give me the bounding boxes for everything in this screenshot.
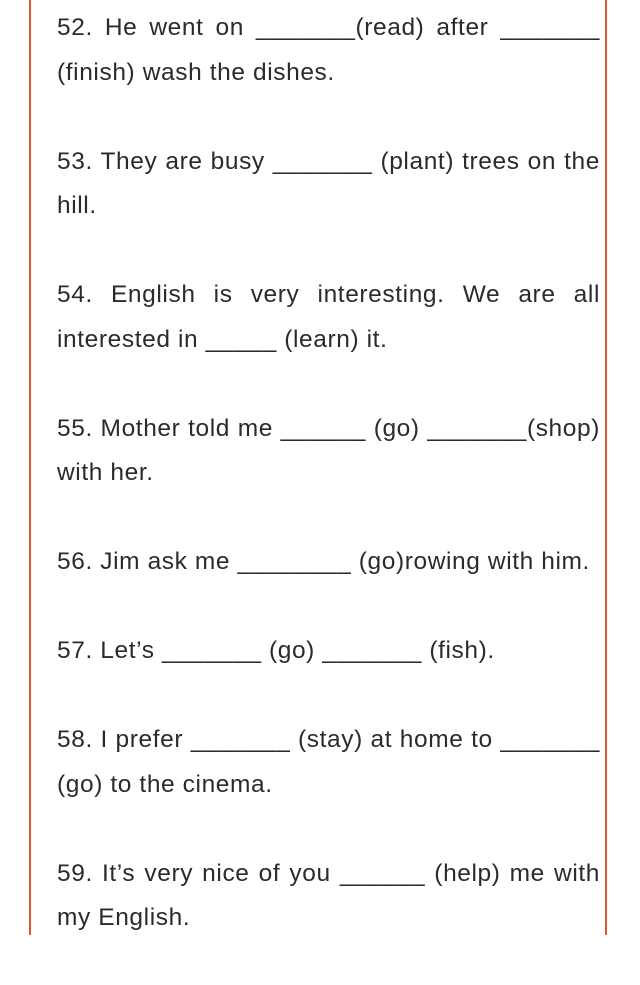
question-52: 52. He went on _______(read) after _______ (finish) wash the dishes.	[57, 14, 600, 86]
question-54: 54. English is very interesting. We are all interested in _____ (learn) it.	[57, 281, 600, 353]
question-57: 57. Let’s _______ (go) _______ (fish).	[57, 637, 495, 664]
question-58: 58. I prefer _______ (stay) at home to _______ (go) to the cinema.	[57, 726, 600, 798]
exercise-list	[57, 6, 600, 985]
question-56: 56. Jim ask me ________ (go)rowing with him.	[57, 548, 590, 575]
question-59: 59. It’s very nice of you ______ (help) me with my English.	[57, 859, 600, 931]
question-55: 55. Mother told me ______ (go) _______(shop) with her.	[57, 414, 600, 486]
question-53: 53. They are busy _______ (plant) trees on the hill.	[57, 147, 600, 219]
